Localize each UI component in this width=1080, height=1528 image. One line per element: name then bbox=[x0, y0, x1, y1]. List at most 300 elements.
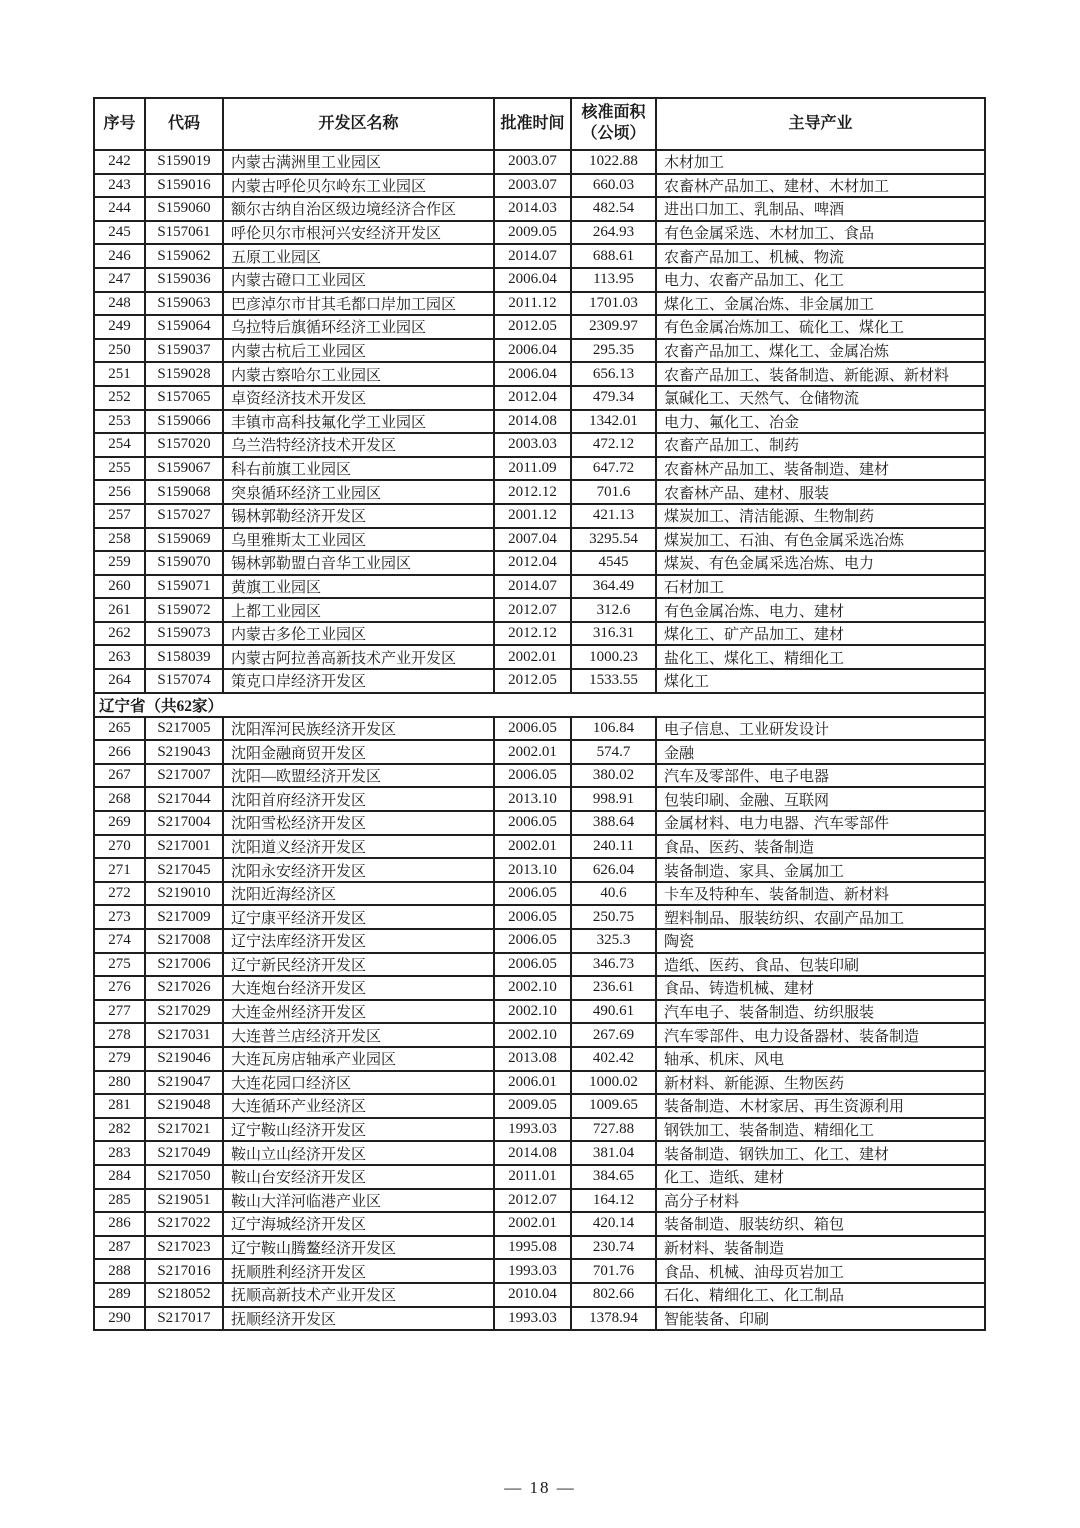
cell-serial: 276 bbox=[94, 976, 145, 1000]
cell-approved-area: 230.74 bbox=[571, 1236, 656, 1260]
cell-leading-industry: 造纸、医药、食品、包装印刷 bbox=[656, 953, 985, 977]
cell-approval-date: 2002.10 bbox=[494, 1023, 571, 1047]
cell-zone-name: 辽宁海城经济开发区 bbox=[223, 1212, 494, 1236]
table-row bbox=[94, 433, 985, 457]
cell-leading-industry: 钢铁加工、装备制造、精细化工 bbox=[656, 1118, 985, 1142]
cell-serial: 289 bbox=[94, 1283, 145, 1307]
cell-leading-industry: 包装印刷、金融、互联网 bbox=[656, 787, 985, 811]
cell-leading-industry: 煤炭、有色金属采选冶炼、电力 bbox=[656, 551, 985, 575]
cell-approval-date: 2006.05 bbox=[494, 764, 571, 788]
cell-serial: 282 bbox=[94, 1118, 145, 1142]
cell-approval-date: 2014.03 bbox=[494, 197, 571, 221]
table-row bbox=[94, 362, 985, 386]
cell-approval-date: 2011.09 bbox=[494, 457, 571, 481]
cell-approved-area: 1378.94 bbox=[571, 1307, 656, 1331]
cell-approved-area: 236.61 bbox=[571, 976, 656, 1000]
cell-serial: 268 bbox=[94, 787, 145, 811]
cell-leading-industry: 高分子材料 bbox=[656, 1189, 985, 1213]
cell-leading-industry: 电子信息、工业研发设计 bbox=[656, 717, 985, 741]
cell-leading-industry: 塑料制品、服装纺织、农副产品加工 bbox=[656, 905, 985, 929]
cell-approval-date: 2006.05 bbox=[494, 905, 571, 929]
cell-approval-date: 1993.03 bbox=[494, 1307, 571, 1331]
cell-approval-date: 2006.04 bbox=[494, 362, 571, 386]
table-row bbox=[94, 835, 985, 859]
cell-zone-name: 沈阳道义经济开发区 bbox=[223, 835, 494, 859]
cell-code: S217029 bbox=[145, 1000, 223, 1024]
cell-leading-industry: 新材料、装备制造 bbox=[656, 1236, 985, 1260]
table-row bbox=[94, 174, 985, 198]
cell-approved-area: 1701.03 bbox=[571, 292, 656, 316]
cell-leading-industry: 食品、铸造机械、建材 bbox=[656, 976, 985, 1000]
cell-zone-name: 辽宁鞍山腾鳌经济开发区 bbox=[223, 1236, 494, 1260]
cell-approved-area: 381.04 bbox=[571, 1141, 656, 1165]
cell-serial: 248 bbox=[94, 292, 145, 316]
cell-approval-date: 2002.01 bbox=[494, 645, 571, 669]
cell-leading-industry: 新材料、新能源、生物医药 bbox=[656, 1071, 985, 1095]
cell-leading-industry: 石化、精细化工、化工制品 bbox=[656, 1283, 985, 1307]
cell-serial: 267 bbox=[94, 764, 145, 788]
cell-serial: 253 bbox=[94, 410, 145, 434]
cell-serial: 245 bbox=[94, 221, 145, 245]
cell-code: S159073 bbox=[145, 622, 223, 646]
cell-approved-area: 380.02 bbox=[571, 764, 656, 788]
cell-approval-date: 2014.07 bbox=[494, 244, 571, 268]
table-header-row bbox=[94, 98, 985, 150]
cell-zone-name: 辽宁法库经济开发区 bbox=[223, 929, 494, 953]
cell-zone-name: 鞍山大洋河临港产业区 bbox=[223, 1189, 494, 1213]
cell-code: S217026 bbox=[145, 976, 223, 1000]
cell-zone-name: 五原工业园区 bbox=[223, 244, 494, 268]
cell-serial: 278 bbox=[94, 1023, 145, 1047]
cell-serial: 274 bbox=[94, 929, 145, 953]
cell-approved-area: 701.76 bbox=[571, 1259, 656, 1283]
table-row bbox=[94, 504, 985, 528]
table-row bbox=[94, 882, 985, 906]
cell-code: S217016 bbox=[145, 1259, 223, 1283]
cell-approved-area: 3295.54 bbox=[571, 528, 656, 552]
cell-approved-area: 264.93 bbox=[571, 221, 656, 245]
cell-serial: 280 bbox=[94, 1071, 145, 1095]
cell-serial: 269 bbox=[94, 811, 145, 835]
cell-approved-area: 106.84 bbox=[571, 717, 656, 741]
cell-zone-name: 内蒙古满洲里工业园区 bbox=[223, 150, 494, 174]
cell-code: S217008 bbox=[145, 929, 223, 953]
cell-leading-industry: 陶瓷 bbox=[656, 929, 985, 953]
cell-zone-name: 鞍山台安经济开发区 bbox=[223, 1165, 494, 1189]
cell-code: S157020 bbox=[145, 433, 223, 457]
table-row bbox=[94, 598, 985, 622]
cell-code: S217009 bbox=[145, 905, 223, 929]
table-row bbox=[94, 645, 985, 669]
cell-approved-area: 388.64 bbox=[571, 811, 656, 835]
cell-zone-name: 巴彦淖尔市甘其毛都口岸加工园区 bbox=[223, 292, 494, 316]
cell-zone-name: 内蒙古察哈尔工业园区 bbox=[223, 362, 494, 386]
cell-approved-area: 998.91 bbox=[571, 787, 656, 811]
cell-code: S217049 bbox=[145, 1141, 223, 1165]
table-row bbox=[94, 197, 985, 221]
cell-code: S159064 bbox=[145, 315, 223, 339]
cell-approved-area: 40.6 bbox=[571, 882, 656, 906]
cell-leading-industry: 智能装备、印刷 bbox=[656, 1307, 985, 1331]
cell-leading-industry: 农畜林产品、建材、服装 bbox=[656, 480, 985, 504]
cell-zone-name: 内蒙古呼伦贝尔岭东工业园区 bbox=[223, 174, 494, 198]
cell-zone-name: 丰镇市高科技氟化学工业园区 bbox=[223, 410, 494, 434]
cell-approval-date: 2011.12 bbox=[494, 292, 571, 316]
cell-approval-date: 2002.10 bbox=[494, 1000, 571, 1024]
cell-zone-name: 沈阳—欧盟经济开发区 bbox=[223, 764, 494, 788]
cell-approved-area: 688.61 bbox=[571, 244, 656, 268]
cell-zone-name: 抚顺胜利经济开发区 bbox=[223, 1259, 494, 1283]
cell-leading-industry: 食品、医药、装备制造 bbox=[656, 835, 985, 859]
cell-approved-area: 660.03 bbox=[571, 174, 656, 198]
cell-approved-area: 472.12 bbox=[571, 433, 656, 457]
cell-serial: 244 bbox=[94, 197, 145, 221]
cell-leading-industry: 装备制造、木材家居、再生资源利用 bbox=[656, 1094, 985, 1118]
cell-approval-date: 2006.01 bbox=[494, 1071, 571, 1095]
cell-approved-area: 325.3 bbox=[571, 929, 656, 953]
cell-serial: 247 bbox=[94, 268, 145, 292]
cell-code: S159063 bbox=[145, 292, 223, 316]
cell-serial: 285 bbox=[94, 1189, 145, 1213]
cell-serial: 259 bbox=[94, 551, 145, 575]
cell-approval-date: 2013.08 bbox=[494, 1047, 571, 1071]
section-label: 辽宁省（共62家） bbox=[94, 693, 985, 717]
cell-zone-name: 辽宁新民经济开发区 bbox=[223, 953, 494, 977]
cell-zone-name: 呼伦贝尔市根河兴安经济开发区 bbox=[223, 221, 494, 245]
cell-code: S217021 bbox=[145, 1118, 223, 1142]
table-row bbox=[94, 764, 985, 788]
cell-zone-name: 大连金州经济开发区 bbox=[223, 1000, 494, 1024]
col-header-zone-name: 开发区名称 bbox=[223, 98, 494, 150]
cell-code: S217017 bbox=[145, 1307, 223, 1331]
cell-leading-industry: 轴承、机床、风电 bbox=[656, 1047, 985, 1071]
table-row bbox=[94, 480, 985, 504]
cell-serial: 273 bbox=[94, 905, 145, 929]
cell-approved-area: 1009.65 bbox=[571, 1094, 656, 1118]
cell-zone-name: 内蒙古多伦工业园区 bbox=[223, 622, 494, 646]
cell-approved-area: 384.65 bbox=[571, 1165, 656, 1189]
cell-approval-date: 2011.01 bbox=[494, 1165, 571, 1189]
cell-approved-area: 4545 bbox=[571, 551, 656, 575]
cell-approved-area: 701.6 bbox=[571, 480, 656, 504]
cell-serial: 279 bbox=[94, 1047, 145, 1071]
cell-leading-industry: 金融 bbox=[656, 740, 985, 764]
table-row bbox=[94, 292, 985, 316]
cell-approval-date: 2003.03 bbox=[494, 433, 571, 457]
cell-leading-industry: 煤化工、金属冶炼、非金属加工 bbox=[656, 292, 985, 316]
table-row bbox=[94, 1094, 985, 1118]
cell-approved-area: 656.13 bbox=[571, 362, 656, 386]
cell-zone-name: 科右前旗工业园区 bbox=[223, 457, 494, 481]
cell-zone-name: 乌拉特后旗循环经济工业园区 bbox=[223, 315, 494, 339]
col-header-approval-date: 批准时间 bbox=[494, 98, 571, 150]
cell-leading-industry: 煤化工 bbox=[656, 669, 985, 693]
cell-zone-name: 内蒙古阿拉善高新技术产业开发区 bbox=[223, 645, 494, 669]
cell-code: S219010 bbox=[145, 882, 223, 906]
cell-code: S159068 bbox=[145, 480, 223, 504]
table-row bbox=[94, 1141, 985, 1165]
cell-approval-date: 2001.12 bbox=[494, 504, 571, 528]
table-row bbox=[94, 622, 985, 646]
cell-approval-date: 2003.07 bbox=[494, 174, 571, 198]
col-header-code: 代码 bbox=[145, 98, 223, 150]
cell-code: S159019 bbox=[145, 150, 223, 174]
cell-leading-industry: 有色金属采选、木材加工、食品 bbox=[656, 221, 985, 245]
cell-approval-date: 2014.08 bbox=[494, 1141, 571, 1165]
table-row bbox=[94, 315, 985, 339]
cell-zone-name: 乌兰浩特经济技术开发区 bbox=[223, 433, 494, 457]
cell-code: S217050 bbox=[145, 1165, 223, 1189]
cell-zone-name: 辽宁鞍山经济开发区 bbox=[223, 1118, 494, 1142]
table-row bbox=[94, 244, 985, 268]
cell-leading-industry: 有色金属冶炼、电力、建材 bbox=[656, 598, 985, 622]
cell-zone-name: 内蒙古磴口工业园区 bbox=[223, 268, 494, 292]
cell-code: S158039 bbox=[145, 645, 223, 669]
table-row bbox=[94, 1023, 985, 1047]
cell-approval-date: 2006.05 bbox=[494, 882, 571, 906]
cell-zone-name: 沈阳近海经济区 bbox=[223, 882, 494, 906]
cell-leading-industry: 氯碱化工、天然气、仓储物流 bbox=[656, 386, 985, 410]
cell-approved-area: 626.04 bbox=[571, 858, 656, 882]
cell-zone-name: 抚顺高新技术产业开发区 bbox=[223, 1283, 494, 1307]
table-row bbox=[94, 268, 985, 292]
area-header-line2: （公顷） bbox=[581, 125, 646, 142]
table-row bbox=[94, 575, 985, 599]
cell-approval-date: 2006.05 bbox=[494, 811, 571, 835]
document-page bbox=[93, 97, 986, 1331]
cell-serial: 265 bbox=[94, 717, 145, 741]
cell-leading-industry: 石材加工 bbox=[656, 575, 985, 599]
cell-approval-date: 2002.10 bbox=[494, 976, 571, 1000]
cell-zone-name: 上都工业园区 bbox=[223, 598, 494, 622]
cell-approved-area: 240.11 bbox=[571, 835, 656, 859]
cell-serial: 249 bbox=[94, 315, 145, 339]
cell-serial: 266 bbox=[94, 740, 145, 764]
cell-code: S159016 bbox=[145, 174, 223, 198]
cell-zone-name: 沈阳首府经济开发区 bbox=[223, 787, 494, 811]
cell-code: S159066 bbox=[145, 410, 223, 434]
cell-approval-date: 2003.07 bbox=[494, 150, 571, 174]
cell-code: S159067 bbox=[145, 457, 223, 481]
cell-code: S219051 bbox=[145, 1189, 223, 1213]
table-row bbox=[94, 811, 985, 835]
cell-code: S219047 bbox=[145, 1071, 223, 1095]
cell-zone-name: 大连瓦房店轴承产业园区 bbox=[223, 1047, 494, 1071]
cell-code: S159037 bbox=[145, 339, 223, 363]
cell-code: S217023 bbox=[145, 1236, 223, 1260]
cell-code: S217007 bbox=[145, 764, 223, 788]
table-row bbox=[94, 905, 985, 929]
table-row bbox=[94, 1283, 985, 1307]
cell-zone-name: 大连循环产业经济区 bbox=[223, 1094, 494, 1118]
cell-leading-industry: 煤化工、矿产品加工、建材 bbox=[656, 622, 985, 646]
cell-approved-area: 574.7 bbox=[571, 740, 656, 764]
cell-serial: 283 bbox=[94, 1141, 145, 1165]
cell-approved-area: 312.6 bbox=[571, 598, 656, 622]
cell-leading-industry: 食品、机械、油母页岩加工 bbox=[656, 1259, 985, 1283]
cell-approved-area: 250.75 bbox=[571, 905, 656, 929]
cell-approval-date: 2002.01 bbox=[494, 835, 571, 859]
table-row bbox=[94, 221, 985, 245]
cell-approval-date: 1993.03 bbox=[494, 1259, 571, 1283]
cell-serial: 242 bbox=[94, 150, 145, 174]
cell-zone-name: 乌里雅斯太工业园区 bbox=[223, 528, 494, 552]
table-row bbox=[94, 339, 985, 363]
cell-approved-area: 346.73 bbox=[571, 953, 656, 977]
cell-approval-date: 2012.05 bbox=[494, 669, 571, 693]
cell-approval-date: 2012.07 bbox=[494, 598, 571, 622]
cell-approval-date: 2009.05 bbox=[494, 1094, 571, 1118]
table-row bbox=[94, 1189, 985, 1213]
table-row bbox=[94, 1000, 985, 1024]
cell-serial: 286 bbox=[94, 1212, 145, 1236]
cell-zone-name: 卓资经济技术开发区 bbox=[223, 386, 494, 410]
cell-serial: 263 bbox=[94, 645, 145, 669]
cell-serial: 275 bbox=[94, 953, 145, 977]
cell-approval-date: 2014.07 bbox=[494, 575, 571, 599]
cell-approval-date: 2006.05 bbox=[494, 929, 571, 953]
cell-leading-industry: 盐化工、煤化工、精细化工 bbox=[656, 645, 985, 669]
cell-leading-industry: 汽车及零部件、电子电器 bbox=[656, 764, 985, 788]
cell-approval-date: 2012.12 bbox=[494, 622, 571, 646]
cell-leading-industry: 进出口加工、乳制品、啤酒 bbox=[656, 197, 985, 221]
cell-approval-date: 1993.03 bbox=[494, 1118, 571, 1142]
cell-leading-industry: 金属材料、电力电器、汽车零部件 bbox=[656, 811, 985, 835]
cell-approved-area: 1022.88 bbox=[571, 150, 656, 174]
cell-code: S219046 bbox=[145, 1047, 223, 1071]
page-number: — 18 — bbox=[504, 1478, 576, 1497]
cell-zone-name: 突泉循环经济工业园区 bbox=[223, 480, 494, 504]
cell-serial: 261 bbox=[94, 598, 145, 622]
cell-leading-industry: 汽车零部件、电力设备器材、装备制造 bbox=[656, 1023, 985, 1047]
cell-approved-area: 295.35 bbox=[571, 339, 656, 363]
cell-approval-date: 2006.04 bbox=[494, 268, 571, 292]
cell-code: S217022 bbox=[145, 1212, 223, 1236]
cell-approved-area: 727.88 bbox=[571, 1118, 656, 1142]
cell-approval-date: 2013.10 bbox=[494, 858, 571, 882]
cell-approved-area: 421.13 bbox=[571, 504, 656, 528]
cell-approved-area: 113.95 bbox=[571, 268, 656, 292]
cell-approved-area: 802.66 bbox=[571, 1283, 656, 1307]
cell-approval-date: 2002.01 bbox=[494, 1212, 571, 1236]
cell-code: S157027 bbox=[145, 504, 223, 528]
table-row bbox=[94, 1047, 985, 1071]
cell-serial: 287 bbox=[94, 1236, 145, 1260]
cell-code: S159070 bbox=[145, 551, 223, 575]
cell-code: S217001 bbox=[145, 835, 223, 859]
table-row bbox=[94, 551, 985, 575]
cell-zone-name: 沈阳雪松经济开发区 bbox=[223, 811, 494, 835]
table-row bbox=[94, 787, 985, 811]
cell-serial: 272 bbox=[94, 882, 145, 906]
table-row bbox=[94, 1236, 985, 1260]
cell-leading-industry: 农畜产品加工、装备制造、新能源、新材料 bbox=[656, 362, 985, 386]
cell-serial: 281 bbox=[94, 1094, 145, 1118]
cell-leading-industry: 装备制造、家具、金属加工 bbox=[656, 858, 985, 882]
cell-serial: 271 bbox=[94, 858, 145, 882]
cell-zone-name: 锡林郭勒盟白音华工业园区 bbox=[223, 551, 494, 575]
table-row bbox=[94, 976, 985, 1000]
table-row bbox=[94, 1212, 985, 1236]
cell-approved-area: 267.69 bbox=[571, 1023, 656, 1047]
cell-leading-industry: 装备制造、钢铁加工、化工、建材 bbox=[656, 1141, 985, 1165]
section-row bbox=[94, 693, 985, 717]
cell-approved-area: 402.42 bbox=[571, 1047, 656, 1071]
cell-code: S157074 bbox=[145, 669, 223, 693]
cell-approval-date: 2012.04 bbox=[494, 551, 571, 575]
cell-leading-industry: 汽车电子、装备制造、纺织服装 bbox=[656, 1000, 985, 1024]
table-row bbox=[94, 457, 985, 481]
table-row bbox=[94, 386, 985, 410]
cell-serial: 270 bbox=[94, 835, 145, 859]
cell-code: S157065 bbox=[145, 386, 223, 410]
cell-code: S217045 bbox=[145, 858, 223, 882]
cell-approved-area: 1342.01 bbox=[571, 410, 656, 434]
cell-serial: 256 bbox=[94, 480, 145, 504]
cell-approved-area: 1533.55 bbox=[571, 669, 656, 693]
cell-serial: 284 bbox=[94, 1165, 145, 1189]
cell-leading-industry: 农畜产品加工、煤化工、金属冶炼 bbox=[656, 339, 985, 363]
cell-serial: 258 bbox=[94, 528, 145, 552]
cell-approval-date: 2014.08 bbox=[494, 410, 571, 434]
cell-approval-date: 2007.04 bbox=[494, 528, 571, 552]
cell-leading-industry: 电力、氟化工、冶金 bbox=[656, 410, 985, 434]
cell-approved-area: 647.72 bbox=[571, 457, 656, 481]
cell-approval-date: 2002.01 bbox=[494, 740, 571, 764]
cell-zone-name: 大连炮台经济开发区 bbox=[223, 976, 494, 1000]
cell-approval-date: 2012.12 bbox=[494, 480, 571, 504]
cell-zone-name: 辽宁康平经济开发区 bbox=[223, 905, 494, 929]
cell-approved-area: 490.61 bbox=[571, 1000, 656, 1024]
cell-zone-name: 沈阳金融商贸开发区 bbox=[223, 740, 494, 764]
cell-serial: 260 bbox=[94, 575, 145, 599]
table-row bbox=[94, 858, 985, 882]
cell-leading-industry: 装备制造、服装纺织、箱包 bbox=[656, 1212, 985, 1236]
col-header-leading-industry: 主导产业 bbox=[656, 98, 985, 150]
cell-code: S159060 bbox=[145, 197, 223, 221]
cell-serial: 288 bbox=[94, 1259, 145, 1283]
cell-code: S217031 bbox=[145, 1023, 223, 1047]
cell-approved-area: 1000.23 bbox=[571, 645, 656, 669]
cell-code: S218052 bbox=[145, 1283, 223, 1307]
cell-zone-name: 内蒙古杭后工业园区 bbox=[223, 339, 494, 363]
cell-serial: 251 bbox=[94, 362, 145, 386]
cell-leading-industry: 煤炭加工、石油、有色金属采选冶炼 bbox=[656, 528, 985, 552]
cell-approval-date: 2013.10 bbox=[494, 787, 571, 811]
cell-approved-area: 482.54 bbox=[571, 197, 656, 221]
cell-leading-industry: 电力、农畜产品加工、化工 bbox=[656, 268, 985, 292]
cell-approval-date: 2006.04 bbox=[494, 339, 571, 363]
cell-zone-name: 沈阳浑河民族经济开发区 bbox=[223, 717, 494, 741]
table-row bbox=[94, 1307, 985, 1331]
cell-serial: 262 bbox=[94, 622, 145, 646]
cell-zone-name: 沈阳永安经济开发区 bbox=[223, 858, 494, 882]
table-row bbox=[94, 1165, 985, 1189]
cell-serial: 264 bbox=[94, 669, 145, 693]
cell-approved-area: 420.14 bbox=[571, 1212, 656, 1236]
cell-leading-industry: 卡车及特种车、装备制造、新材料 bbox=[656, 882, 985, 906]
table-row bbox=[94, 1259, 985, 1283]
cell-serial: 252 bbox=[94, 386, 145, 410]
cell-leading-industry: 煤炭加工、清洁能源、生物制药 bbox=[656, 504, 985, 528]
cell-zone-name: 额尔古纳自治区级边境经济合作区 bbox=[223, 197, 494, 221]
cell-serial: 255 bbox=[94, 457, 145, 481]
cell-approved-area: 364.49 bbox=[571, 575, 656, 599]
table-row bbox=[94, 953, 985, 977]
cell-approved-area: 316.31 bbox=[571, 622, 656, 646]
cell-approval-date: 2010.04 bbox=[494, 1283, 571, 1307]
col-header-serial: 序号 bbox=[94, 98, 145, 150]
